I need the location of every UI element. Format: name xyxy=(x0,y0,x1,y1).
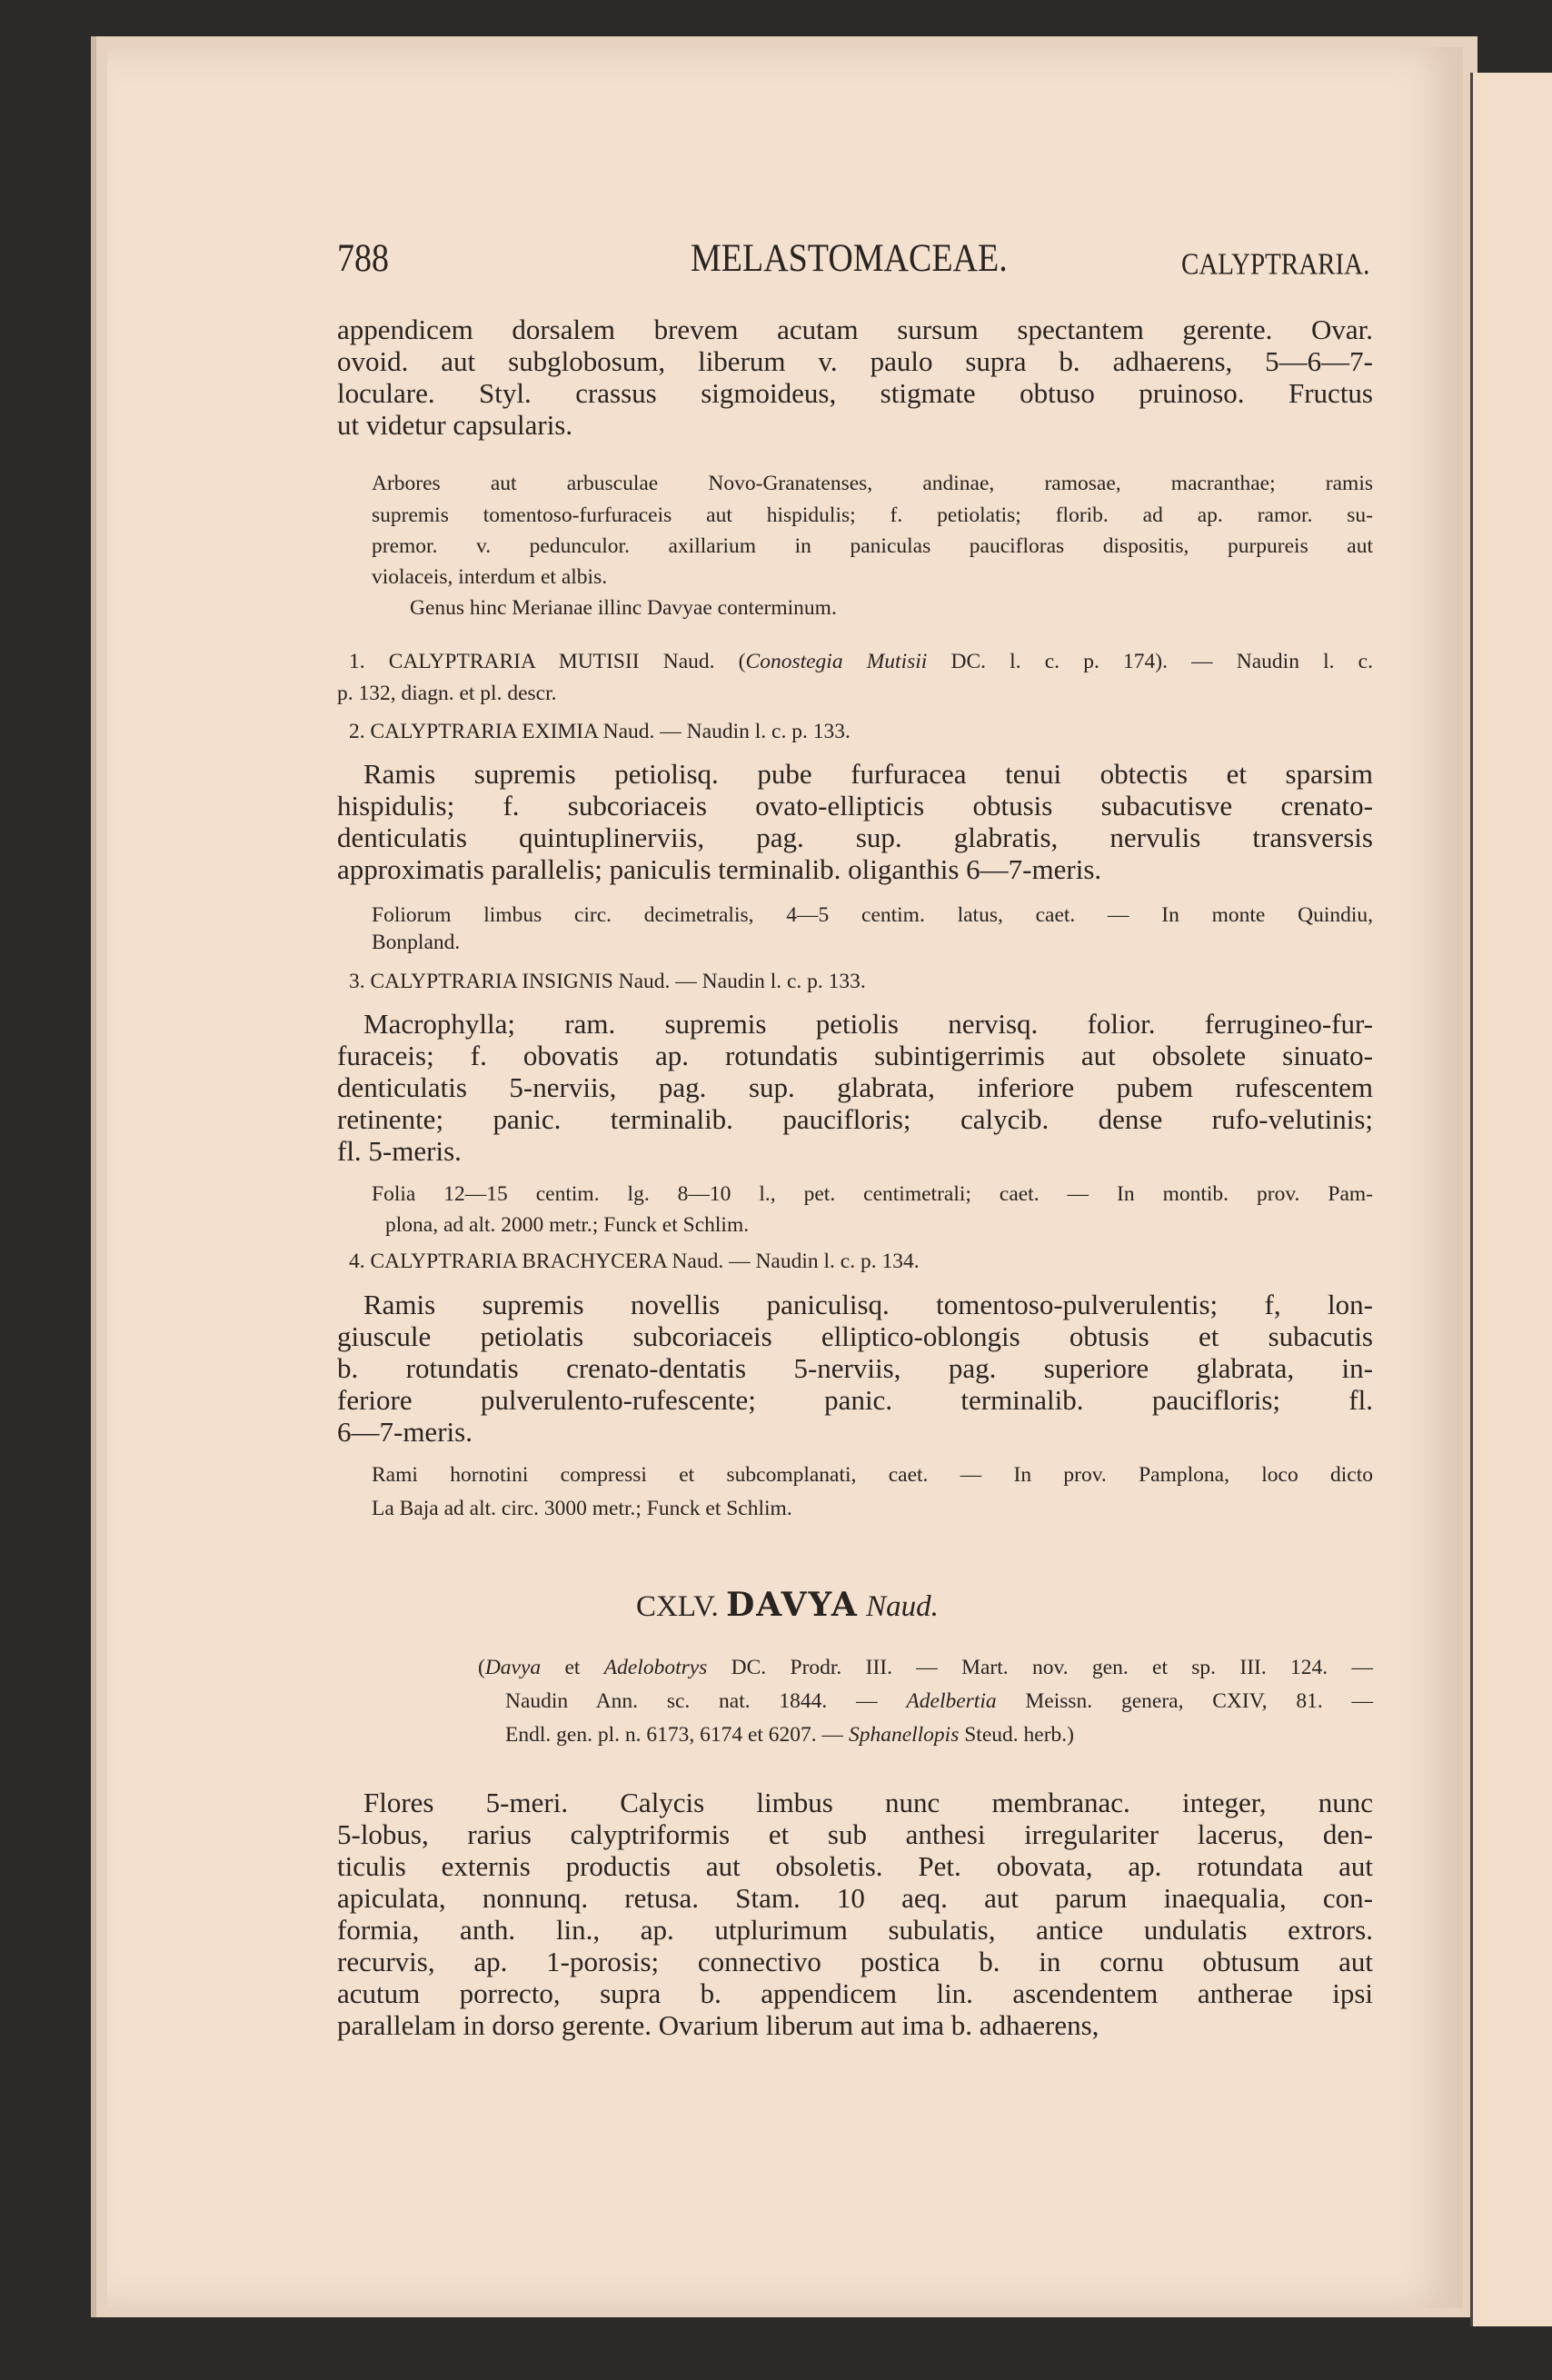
text-segment: DC. l. c. p. 174). — Naudin l. c. xyxy=(927,650,1373,673)
text-line: furaceis; f. obovatis ap. rotundatis subintigerrimis aut obsolete sinuato- xyxy=(337,1040,1373,1071)
running-head-family: MELASTOMACEAE. xyxy=(691,235,1008,281)
text-segment: 1. CALYPTRARIA MUTISII Naud. ( xyxy=(349,650,746,673)
italic-text: Adelbertia xyxy=(906,1689,997,1713)
text-line: retinente; panic. terminalib. paucifloris; calycib. dense rufo-velutinis; xyxy=(337,1103,1373,1135)
running-head-genus: CALYPTRARIA. xyxy=(1181,247,1370,282)
text-line: Macrophylla; ram. supremis petiolis nervisq. folior. ferrugineo-fur- xyxy=(363,1008,1373,1040)
text-segment: Naudin Ann. sc. nat. 1844. — xyxy=(505,1689,907,1713)
text-line: fl. 5-meris. xyxy=(337,1135,462,1167)
italic-text: Adelobotrys xyxy=(603,1656,708,1679)
text-line: Arbores aut arbusculae Novo-Granatenses, andinae, ramosae, macranthae; ramis xyxy=(372,472,1373,495)
text-line: 6—7-meris. xyxy=(337,1416,473,1448)
text-line: Rami hornotini compressi et subcomplanati, caet. — In prov. Pamplona, loco dicto xyxy=(372,1463,1373,1487)
italic-text: Sphanellopis xyxy=(848,1723,960,1747)
text-segment: Meissn. genera, CXIV, 81. — xyxy=(996,1689,1373,1713)
text-line: Bonpland. xyxy=(372,931,461,954)
text-line: acutum porrecto, supra b. appendicem lin. ascendentem antherae ipsi xyxy=(337,1977,1373,2009)
text-line: denticulatis quintuplinerviis, pag. sup. glabratis, nervulis transversis xyxy=(337,822,1373,853)
text-line: Folia 12—15 centim. lg. 8—10 l., pet. centimetrali; caet. — In montib. prov. Pam- xyxy=(372,1182,1373,1206)
text-line: supremis tomentoso-furfuraceis aut hispidulis; f. petiolatis; florib. ad ap. ramor. su- xyxy=(372,503,1373,527)
facing-page-edge xyxy=(1470,73,1552,2326)
text-line xyxy=(505,1721,1373,1748)
text-line: 2. CALYPTRARIA EXIMIA Naud. — Naudin l. c. p. 133. xyxy=(349,720,851,743)
text-line: ovoid. aut subglobosum, liberum v. paulo supra b. adhaerens, 5—6—7- xyxy=(337,345,1373,377)
text-line xyxy=(349,648,1373,675)
text-line: Ramis supremis petiolisq. pube furfuracea tenui obtectis et sparsim xyxy=(363,758,1373,790)
text-segment: DC. Prodr. III. — Mart. nov. gen. et sp. III. 124. — xyxy=(707,1656,1373,1679)
text-segment: DAVYA xyxy=(726,1586,859,1624)
text-line: ticulis externis productis aut obsoletis. Pet. obovata, ap. rotundata aut xyxy=(337,1850,1373,1882)
page-number: 788 xyxy=(337,235,389,281)
text-line: parallelam in dorso gerente. Ovarium liberum aut ima b. adhaerens, xyxy=(337,2009,1099,2041)
text-line: recurvis, ap. 1-porosis; connectivo postica b. in cornu obtusum aut xyxy=(337,1946,1373,1977)
text-line: 3. CALYPTRARIA INSIGNIS Naud. — Naudin l. c. p. 133. xyxy=(349,970,866,993)
genus-heading xyxy=(636,1586,1072,1624)
text-line: Genus hinc Merianae illinc Davyae conterminum. xyxy=(410,596,837,620)
text-line: ut videtur capsularis. xyxy=(337,409,573,441)
text-line: Ramis supremis novellis paniculisq. tomentoso-pulverulentis; f, lon- xyxy=(363,1289,1373,1320)
text-line: giuscule petiolatis subcoriaceis elliptico-oblongis obtusis et subacutis xyxy=(337,1320,1373,1352)
text-line: plona, ad alt. 2000 metr.; Funck et Schlim. xyxy=(385,1213,750,1237)
italic-text: Naud. xyxy=(866,1590,939,1623)
italic-text: Davya xyxy=(484,1656,542,1679)
italic-text: Conostegia Mutisii xyxy=(745,650,928,673)
text-segment: Endl. gen. pl. n. 6173, 6174 et 6207. — xyxy=(505,1723,849,1747)
text-line: loculare. Styl. crassus sigmoideus, stigmate obtuso pruinoso. Fructus xyxy=(337,377,1373,409)
text-line: p. 132, diagn. et pl. descr. xyxy=(337,682,557,705)
text-line: premor. v. pedunculor. axillarium in paniculas paucifloras dispositis, purpureis aut xyxy=(372,534,1373,558)
text-line: apiculata, nonnunq. retusa. Stam. 10 aeq. aut parum inaequalia, con- xyxy=(337,1882,1373,1914)
text-line xyxy=(478,1654,1373,1681)
text-line: 4. CALYPTRARIA BRACHYCERA Naud. — Naudin l. c. p. 134. xyxy=(349,1250,920,1273)
text-line: approximatis parallelis; paniculis terminalib. oliganthis 6—7-meris. xyxy=(337,853,1102,885)
text-segment: ( xyxy=(478,1656,485,1679)
text-segment: Steud. herb.) xyxy=(959,1723,1074,1747)
text-line: formia, anth. lin., ap. utplurimum subulatis, antice undulatis extrors. xyxy=(337,1914,1373,1946)
text-line: appendicem dorsalem brevem acutam sursum spectantem gerente. Ovar. xyxy=(337,314,1373,345)
text-line: violaceis, interdum et albis. xyxy=(372,565,608,589)
text-segment xyxy=(859,1590,866,1623)
text-line: feriore pulverulento-rufescente; panic. terminalib. paucifloris; fl. xyxy=(337,1384,1373,1416)
text-segment: et xyxy=(541,1656,604,1679)
text-segment: CXLV. xyxy=(636,1590,727,1623)
text-line: b. rotundatis crenato-dentatis 5-nerviis, pag. superiore glabrata, in- xyxy=(337,1352,1373,1384)
text-line: hispidulis; f. subcoriaceis ovato-ellipticis obtusis subacutisve crenato- xyxy=(337,790,1373,822)
text-line: Flores 5-meri. Calycis limbus nunc membranac. integer, nunc xyxy=(363,1787,1373,1818)
text-line xyxy=(505,1688,1373,1715)
text-line: La Baja ad alt. circ. 3000 metr.; Funck et Schlim. xyxy=(372,1497,792,1520)
text-line: 5-lobus, rarius calyptriformis et sub anthesi irregulariter lacerus, den- xyxy=(337,1818,1373,1850)
text-line: denticulatis 5-nerviis, pag. sup. glabrata, inferiore pubem rufescentem xyxy=(337,1071,1373,1103)
text-line: Foliorum limbus circ. decimetralis, 4—5 centim. latus, caet. — In monte Quindiu, xyxy=(372,903,1373,927)
